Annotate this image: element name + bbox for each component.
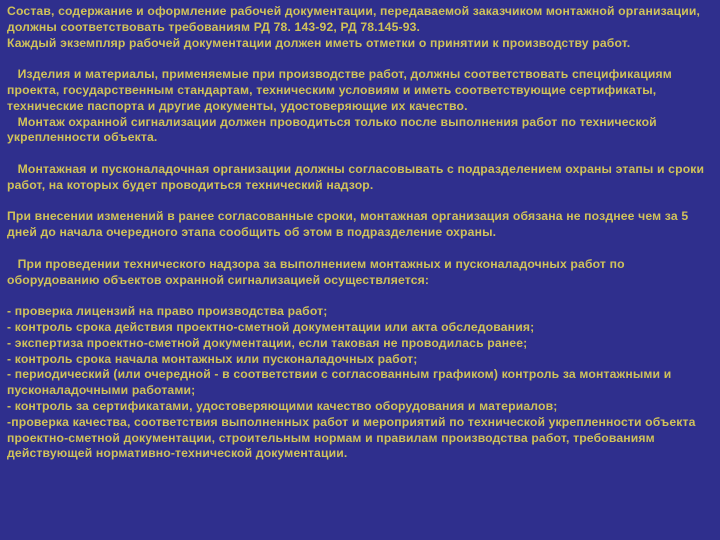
checklist-item-expertise: - экспертиза проектно-сметной документации, если таковая не проводилась ранее; — [7, 335, 528, 350]
checklist-item-validity: - контроль срока действия проектно-сметной документации или акта обследования; — [7, 319, 535, 334]
checklist-item-periodic-control: - периодический (или очередной - в соответствии с согласованным графиком) контроль за монтажными и пусконаладочными работами; — [7, 367, 672, 398]
checklist-item-quality-check: -проверка качества, соответствия выполненных работ и мероприятий по технической укрепленности объекта проектно-сметной документации, строительным нормам и правилам производства работ, требованиям действующей нормативно-технической документации. — [7, 414, 696, 461]
paragraph-materials: Изделия и материалы, применяемые при производстве работ, должны соответствовать спецификациям проекта, государственным стандартам, техническим условиям и иметь соответствующие сертификаты, технические паспорта и другие документы, удостоверяющие их качество. — [7, 67, 676, 113]
spacer — [7, 241, 713, 257]
checklist-item-license: - проверка лицензий на право производства работ; — [7, 304, 328, 319]
paragraph-coordination: Монтажная и пусконаладочная организации должны согласовывать с подразделением охраны этапы и сроки работ, на которых будет проводиться технический надзор. — [7, 161, 708, 192]
slide-text-body — [7, 4, 713, 462]
checklist-item-start-date: - контроль срока начала монтажных или пусконаладочных работ; — [7, 351, 418, 366]
paragraph-documentation-requirements: Состав, содержание и оформление рабочей документации, передаваемой заказчиком монтажной организации, должны соответствовать требованиям РД 78. 143-92, РД 78.145-93. — [7, 4, 701, 34]
spacer — [7, 146, 713, 162]
spacer — [7, 194, 713, 210]
paragraph-technical-supervision: При проведении технического надзора за выполнением монтажных и пусконаладочных работ по оборудованию объектов охранной сигнализацией осуществляется: — [7, 256, 629, 287]
paragraph-installation-order: Монтаж охранной сигнализации должен проводиться только после выполнения работ по технической укрепленности объекта. — [7, 114, 661, 145]
paragraph-acceptance-marks: Каждый экземпляр рабочей документации должен иметь отметки о принятии к производству работ. — [7, 35, 631, 50]
spacer — [7, 51, 713, 67]
checklist-item-certificates: - контроль за сертификатами, удостоверяющими качество оборудования и материалов; — [7, 398, 558, 413]
spacer — [7, 288, 713, 304]
paragraph-schedule-changes: При внесении изменений в ранее согласованные сроки, монтажная организация обязана не позднее чем за 5 дней до начала очередного этапа сообщить об этом в подразделение охраны. — [7, 209, 689, 240]
